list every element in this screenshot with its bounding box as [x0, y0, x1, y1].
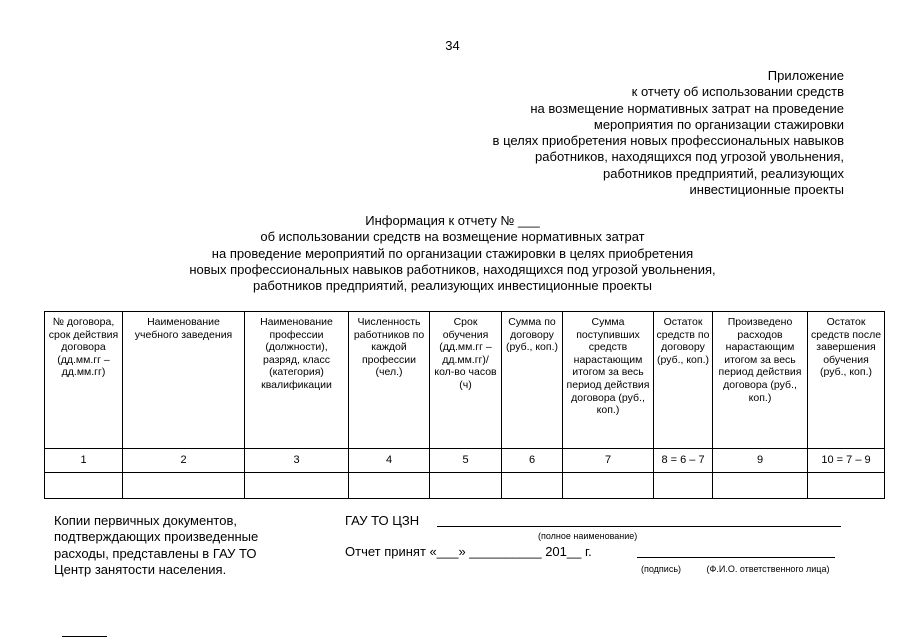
footnote-separator — [62, 636, 107, 637]
document-title — [0, 213, 905, 294]
table-cell — [563, 473, 654, 499]
table-cell — [45, 473, 123, 499]
column-header: Произведено расходов нарастающим итогом за весь период действия договора (руб., коп.) — [713, 312, 808, 449]
column-number-row — [45, 449, 885, 473]
appendix-line: в целях приобретения новых профессиональных навыков — [492, 133, 844, 149]
signature-line — [637, 557, 835, 558]
table-cell — [349, 473, 430, 499]
column-header: Остаток средств после завершения обучения (руб., коп.) — [808, 312, 885, 449]
gau-label: ГАУ ТО ЦЗН — [345, 513, 420, 528]
footer-note — [54, 513, 258, 579]
signature-caption: (подпись) — [641, 564, 682, 574]
column-header: Сумма поступивших средств нарастающим итогом за весь период действия договора (руб., коп.) — [563, 312, 654, 449]
title-line: об использовании средств на возмещение нормативных затрат — [260, 229, 645, 245]
column-number: 7 — [563, 449, 654, 473]
column-number: 10 = 7 – 9 — [808, 449, 885, 473]
footer-note-line: Копии первичных документов, — [54, 513, 237, 528]
responsible-caption: (Ф.И.О. ответственного лица) — [706, 564, 830, 574]
table-cell — [713, 473, 808, 499]
report-accepted-text: Отчет принят «___» __________ 201__ г. — [345, 544, 592, 559]
appendix-line: инвестиционные проекты — [689, 182, 844, 198]
column-header: Численность работников по каждой профессии (чел.) — [349, 312, 430, 449]
footer-note-line: подтверждающих произведенные — [54, 529, 259, 545]
footer-note-line: расходы, представлены в ГАУ ТО — [54, 545, 257, 561]
full-name-caption: (полное наименование) — [538, 531, 638, 541]
title-line: новых профессиональных навыков работников, находящихся под угрозой увольнения, — [189, 261, 716, 277]
appendix-heading — [493, 68, 844, 198]
column-header: Наименование учебного заведения — [123, 312, 245, 449]
full-name-line — [437, 526, 841, 527]
title-line: Информация к отчету № ___ — [365, 213, 540, 228]
appendix-line: работников, находящихся под угрозой увольнения, — [535, 149, 844, 165]
table-cell — [245, 473, 349, 499]
appendix-line: работников предприятий, реализующих — [603, 165, 844, 181]
appendix-line: мероприятия по организации стажировки — [593, 116, 844, 132]
column-header: № договора, срок действия договора (дд.мм.гг – дд.мм.гг) — [45, 312, 123, 449]
column-number: 6 — [502, 449, 563, 473]
title-line: на проведение мероприятий по организации стажировки в целях приобретения — [211, 245, 694, 261]
table-cell — [430, 473, 502, 499]
appendix-line: к отчету об использовании средств — [631, 84, 844, 100]
column-header: Сумма по договору (руб., коп.) — [502, 312, 563, 449]
footer-note-line: Центр занятости населения. — [54, 562, 227, 578]
table-row — [45, 473, 885, 499]
appendix-line: на возмещение нормативных затрат на проведение — [530, 100, 844, 116]
report-table — [44, 311, 885, 499]
column-number: 4 — [349, 449, 430, 473]
table-cell — [654, 473, 713, 499]
acceptance-block — [345, 513, 845, 593]
appendix-line: Приложение — [767, 68, 844, 83]
column-number: 1 — [45, 449, 123, 473]
column-number: 3 — [245, 449, 349, 473]
page-number: 34 — [445, 38, 460, 53]
title-line: работников предприятий, реализующих инвестиционные проекты — [252, 278, 653, 294]
column-number: 5 — [430, 449, 502, 473]
column-number: 9 — [713, 449, 808, 473]
column-header: Срок обучения (дд.мм.гг – дд.мм.гг)/ кол-во часов (ч) — [430, 312, 502, 449]
table-cell — [502, 473, 563, 499]
table-cell — [123, 473, 245, 499]
table-header-row — [45, 312, 885, 449]
column-number: 8 = 6 – 7 — [654, 449, 713, 473]
column-header: Остаток средств по договору (руб., коп.) — [654, 312, 713, 449]
table-cell — [808, 473, 885, 499]
column-number: 2 — [123, 449, 245, 473]
column-header: Наименование профессии (должности), разряд, класс (категория) квалификации — [245, 312, 349, 449]
